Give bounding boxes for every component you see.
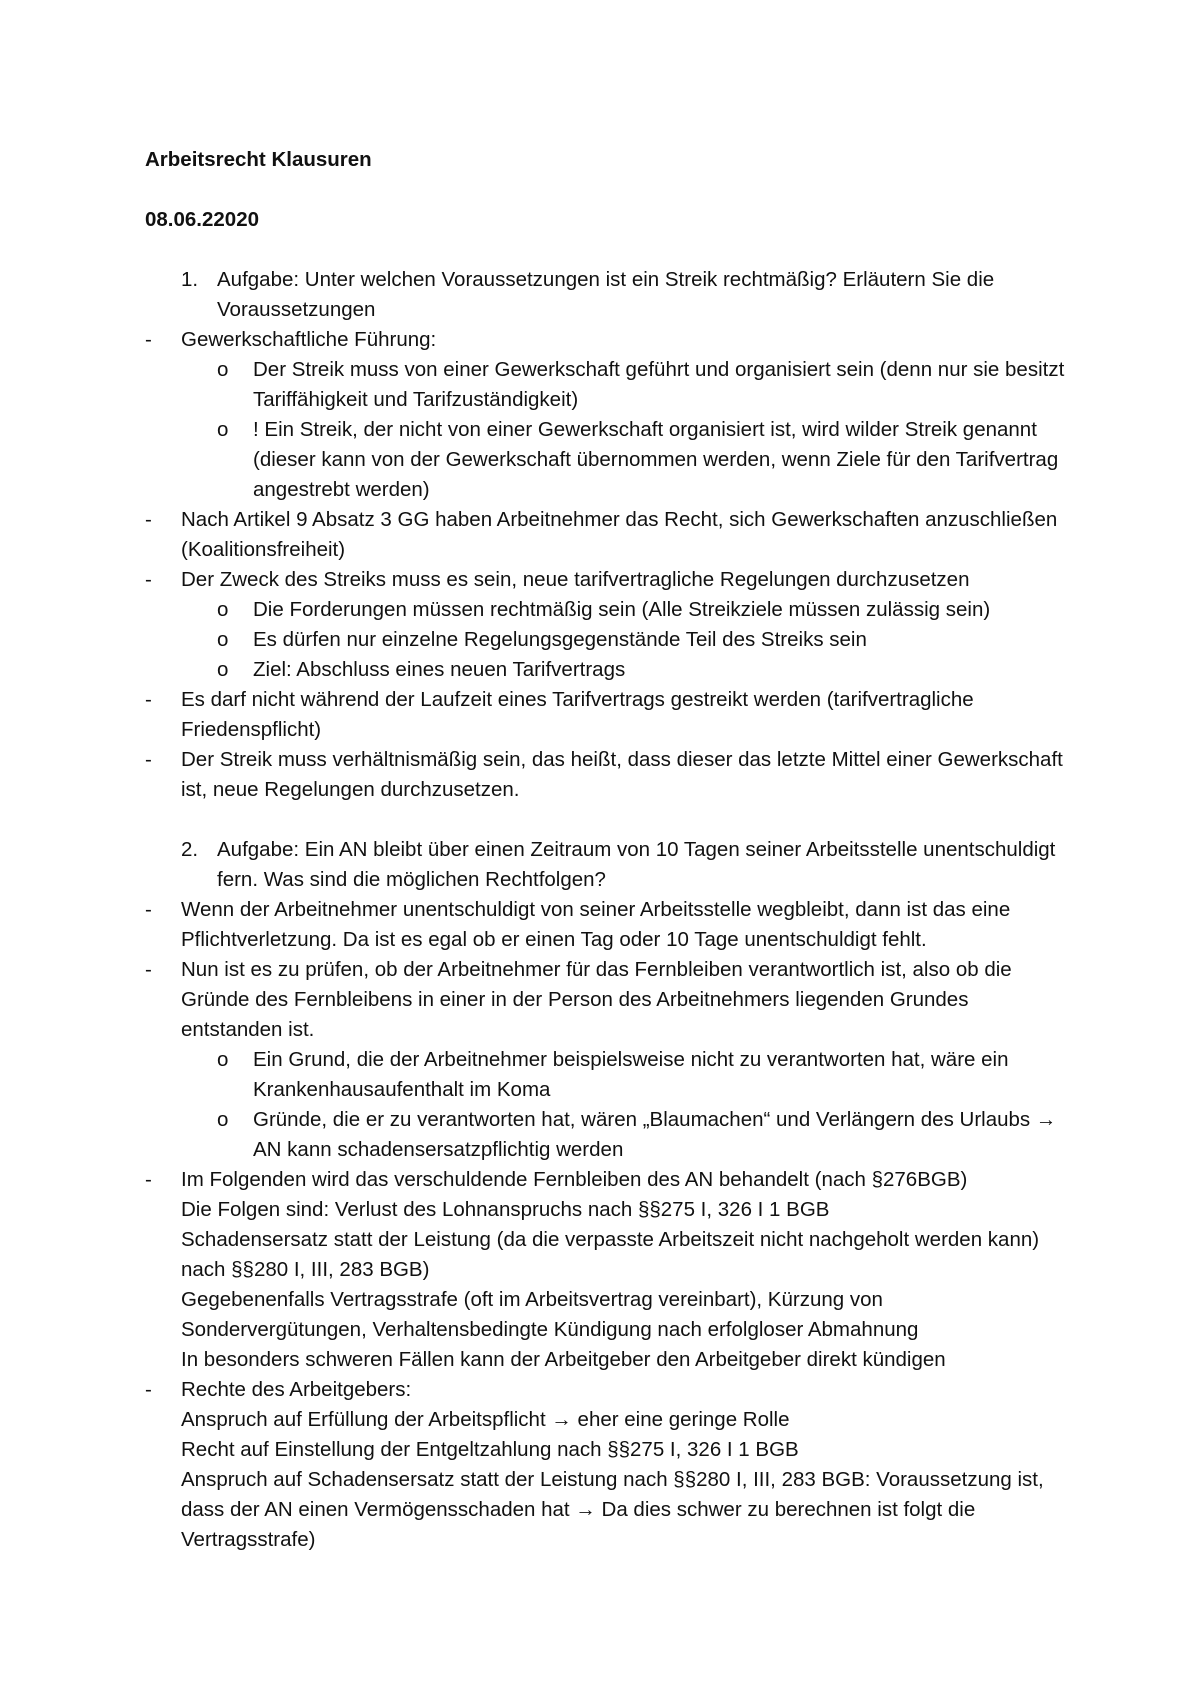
list-item-text: Im Folgenden wird das verschuldende Fernbleiben des AN behandelt (nach §276BGB) [181,1168,968,1191]
list-item-text: Wenn der Arbeitnehmer unentschuldigt von seiner Arbeitsstelle wegbleibt, dann ist das eine Pflichtverletzung. Da ist es egal ob er einen Tag oder 10 Tage unentschuldigt fehlt. [181,898,1011,951]
circle-bullet: o [217,358,229,381]
sub-list-item-text: Es dürfen nur einzelne Regelungsgegenstände Teil des Streiks sein [253,628,867,651]
sub-list-item-text: Ein Grund, die der Arbeitnehmer beispielsweise nicht zu verantworten hat, wäre ein Krankenhausaufenthalt im Koma [253,1048,1009,1101]
circle-bullet: o [217,418,229,441]
list-item [145,325,1065,355]
sub-list-item-text: Ziel: Abschluss eines neuen Tarifvertrags [253,658,626,681]
sub-list-item [145,355,1065,415]
sub-list-item [145,1045,1065,1105]
sub-list-item [145,415,1065,505]
dash-bullet: - [145,688,152,711]
dash-bullet: - [145,898,152,921]
task-1-list [145,325,1065,805]
dash-bullet: - [145,958,152,981]
list-item [145,1375,1065,1555]
list-item [145,565,1065,595]
list-item-text: Die Folgen sind: Verlust des Lohnanspruchs nach §§275 I, 326 I 1 BGB [181,1198,830,1221]
task-2-text: Aufgabe: Ein AN bleibt über einen Zeitraum von 10 Tagen seiner Arbeitsstelle unentschuldigt fern. Was sind die möglichen Rechtfolgen? [217,838,1056,891]
task-2-question [145,835,1065,895]
list-item [145,505,1065,565]
list-item [145,685,1065,745]
sub-list-item-text: Gründe, die er zu verantworten hat, wären „Blaumachen“ und Verlängern des Urlaubs → AN kann schadensersatzpflichtig werden [253,1108,1057,1161]
document-title: Arbeitsrecht Klausuren [145,148,372,171]
list-item-text: In besonders schweren Fällen kann der Arbeitgeber den Arbeitgeber direkt kündigen [181,1348,946,1371]
list-item-text: Rechte des Arbeitgebers: [181,1378,412,1401]
dash-bullet: - [145,1168,152,1191]
circle-bullet: o [217,628,229,651]
list-item-text: Recht auf Einstellung der Entgeltzahlung nach §§275 I, 326 I 1 BGB [181,1438,799,1461]
list-item-text: Nach Artikel 9 Absatz 3 GG haben Arbeitnehmer das Recht, sich Gewerkschaften anzuschließen (Koalitionsfreiheit) [181,508,1058,561]
sub-list-item [145,595,1065,625]
list-item-text: Es darf nicht während der Laufzeit eines Tarifvertrags gestreikt werden (tarifvertragliche Friedenspflicht) [181,688,974,741]
list-item-text: Schadensersatz statt der Leistung (da die verpasste Arbeitszeit nicht nachgeholt werden kann) nach §§280 I, III, 283 BGB) [181,1228,1040,1281]
task-1-text: Aufgabe: Unter welchen Voraussetzungen ist ein Streik rechtmäßig? Erläutern Sie die Voraussetzungen [217,268,995,321]
list-item-text: Nun ist es zu prüfen, ob der Arbeitnehmer für das Fernbleiben verantwortlich ist, also ob die Gründe des Fernbleibens in einer in der Person des Arbeitnehmers liegenden Grundes entstanden ist. [181,958,1012,1041]
sub-list-item [145,1105,1065,1165]
sub-list-item [145,655,1065,685]
sub-list-item-text: Die Forderungen müssen rechtmäßig sein (Alle Streikziele müssen zulässig sein) [253,598,991,621]
circle-bullet: o [217,1048,229,1071]
list-item-text: Gegebenenfalls Vertragsstrafe (oft im Arbeitsvertrag vereinbart), Kürzung von Sondervergütungen, Verhaltensbedingte Kündigung nach erfolgloser Abmahnung [181,1288,919,1341]
dash-bullet: - [145,328,152,351]
list-item [145,955,1065,1045]
circle-bullet: o [217,598,229,621]
list-item [145,1165,1065,1375]
task-2-list [145,895,1065,1555]
dash-bullet: - [145,1378,152,1401]
dash-bullet: - [145,748,152,771]
list-item [145,895,1065,955]
list-item-text: Anspruch auf Schadensersatz statt der Leistung nach §§280 I, III, 283 BGB: Voraussetzung ist, dass der AN einen Vermögensschaden hat → Da dies schwer zu berechnen ist folgt die Vertragsstrafe) [181,1468,1044,1551]
list-item [145,745,1065,805]
list-item-text: Der Zweck des Streiks muss es sein, neue tarifvertragliche Regelungen durchzusetzen [181,568,970,591]
task-1-question [145,265,1065,325]
list-item-text: Der Streik muss verhältnismäßig sein, das heißt, dass dieser das letzte Mittel einer Gewerkschaft ist, neue Regelungen durchzusetzen. [181,748,1063,801]
circle-bullet: o [217,1108,229,1131]
document-page [145,145,1065,1555]
list-item-text: Anspruch auf Erfüllung der Arbeitspflicht → eher eine geringe Rolle [181,1408,790,1431]
sub-list-item-text: ! Ein Streik, der nicht von einer Gewerkschaft organisiert ist, wird wilder Streik genannt (dieser kann von der Gewerkschaft übernommen werden, wenn Ziele für den Tarifvertrag angestrebt werden) [253,418,1059,501]
circle-bullet: o [217,658,229,681]
sub-list-item-text: Der Streik muss von einer Gewerkschaft geführt und organisiert sein (denn nur sie besitzt Tariffähigkeit und Tarifzuständigkeit) [253,358,1065,411]
dash-bullet: - [145,508,152,531]
sub-list-item [145,625,1065,655]
list-item-text: Gewerkschaftliche Führung: [181,328,437,351]
task-2-number: 2. [181,838,199,861]
dash-bullet: - [145,568,152,591]
task-1-number: 1. [181,268,199,291]
document-date: 08.06.22020 [145,208,260,231]
